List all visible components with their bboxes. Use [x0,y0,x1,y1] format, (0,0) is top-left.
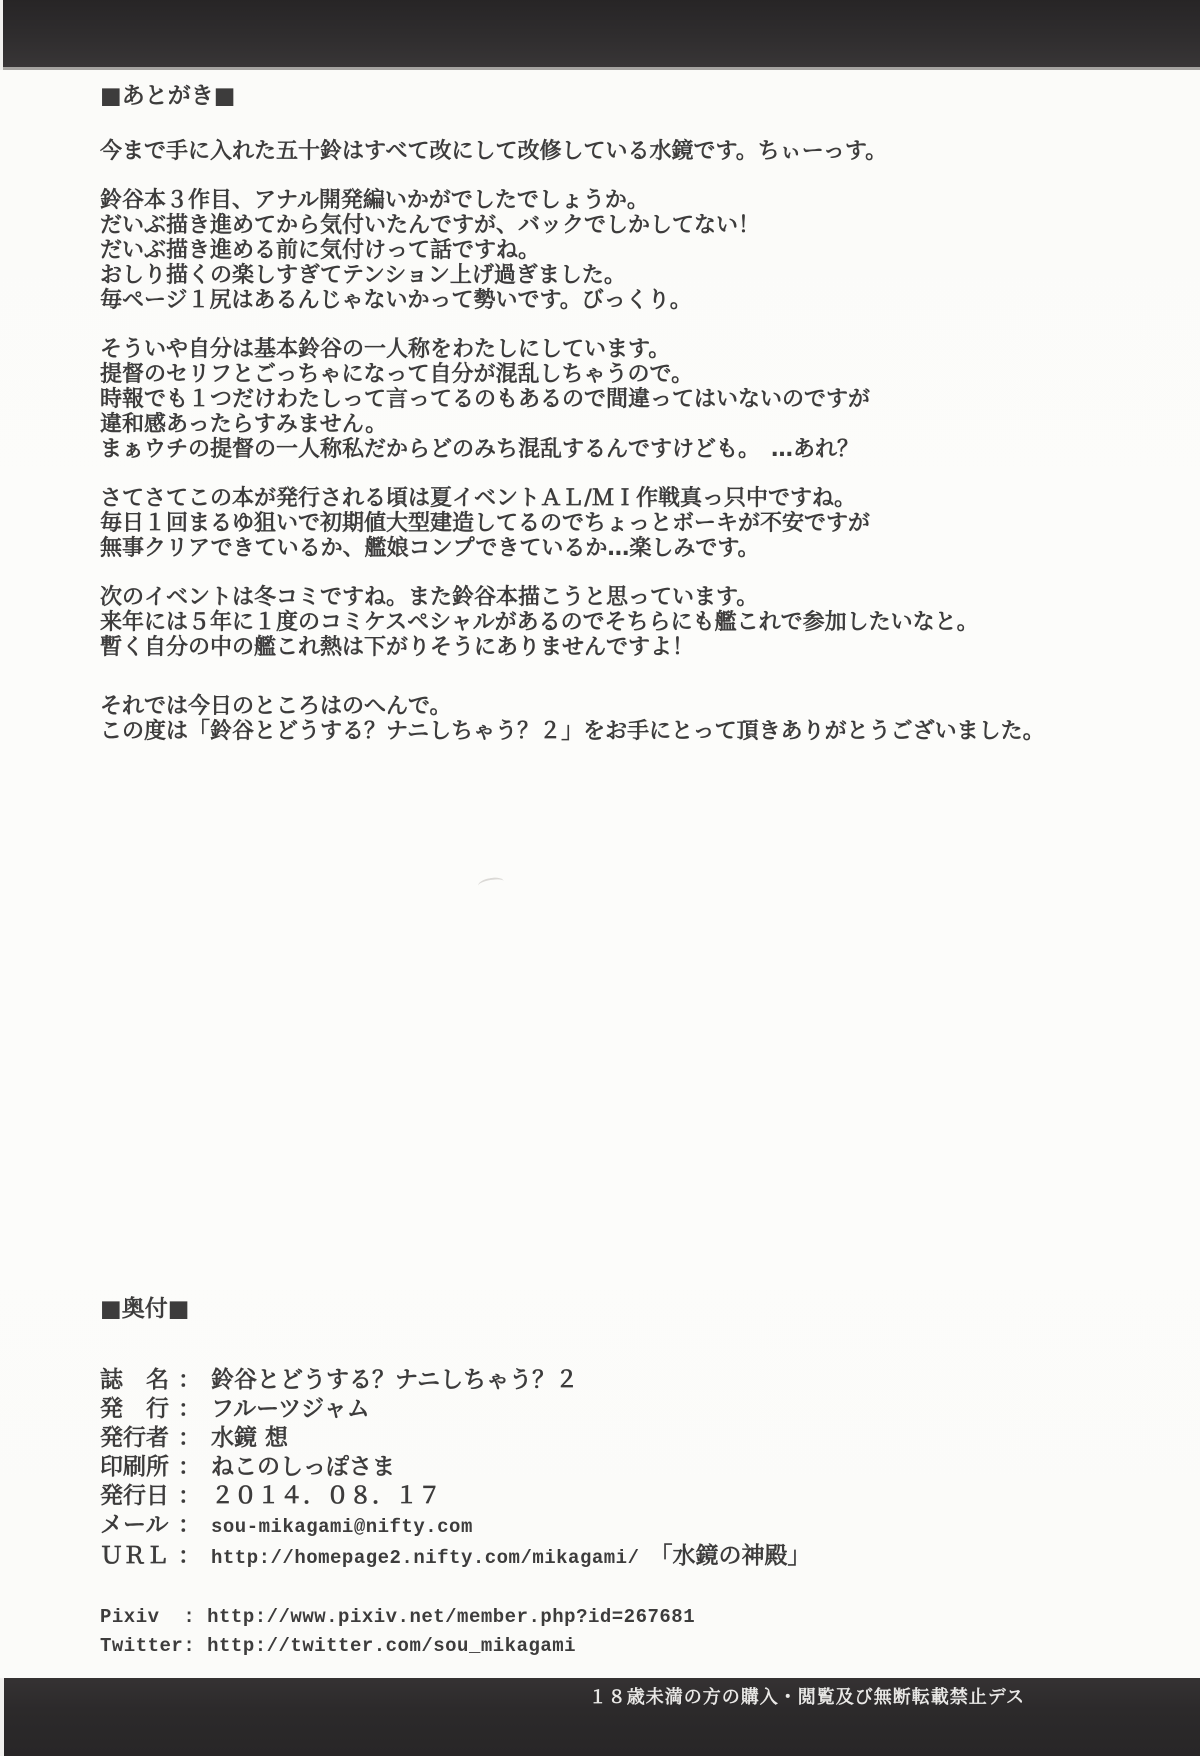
afterword-line: この度は「鈴谷とどうする？ナニしちゃう？２」をお手にとって頂きありがとうございました。 [100,719,1045,744]
afterword-line: 毎ページ１尻はあるんじゃないかって勢いです。びっくり。 [100,288,692,313]
pixiv-url-line: Pixiv : http://www.pixiv.net/member.php?id=267681 [100,1606,696,1628]
colophon-label: 誌 名 [100,1367,169,1393]
afterword-line: 毎日１回まるゆ狙いで初期値大型建造してるのでちょっとボーキが不安ですが [100,511,871,536]
afterword-line: 今まで手に入れた五十鈴はすべて改にして改修している水鏡です。ちぃーっす。 [100,139,888,164]
afterword-line: まぁウチの提督の一人称私だからどのみち混乱するんですけども。 …あれ？ [100,437,860,462]
colophon-colon: ： [178,1543,201,1569]
colophon-label: メール [100,1512,169,1538]
colophon-row-title [100,1366,810,1395]
afterword-line: 提督のセリフとごっちゃになって自分が混乱しちゃうので。 [100,362,694,387]
colophon-row-date [100,1482,810,1511]
scan-scratch-mark [477,876,505,891]
afterword-line: 時報でも１つだけわたしって言ってるのもあるので間違ってはいないのですが [100,387,871,412]
colophon-label: 発行日 [100,1483,169,1509]
colophon-value: フルーツジャム [211,1396,370,1422]
colophon-colon: ： [178,1483,201,1509]
afterword-heading: ■あとがき■ [100,83,236,109]
afterword-paragraph [100,585,1045,660]
homepage-url: http://homepage2.nifty.com/mikagami/ [211,1547,640,1569]
colophon-colon: ： [178,1367,201,1393]
colophon-row-printer [100,1453,810,1482]
colophon-colon: ： [178,1512,201,1538]
afterword-line: 来年には５年に１度のコミケスペシャルがあるのでそちらにも艦これで参加したいなと。 [100,610,979,635]
colophon-label: ＵＲＬ [100,1543,169,1569]
afterword-paragraph [100,188,1045,313]
afterword-line: 無事クリアできているか、艦娘コンプできているか…楽しみです。 [100,536,760,561]
afterword-paragraph [100,694,1045,744]
bottom-black-bar [0,1678,1200,1756]
afterword-line: おしり描くの楽しすぎてテンション上げ過ぎました。 [100,263,626,288]
colophon-row-url [100,1542,810,1573]
colophon-row-publisher-circle [100,1395,810,1424]
afterword-line: 次のイベントは冬コミですね。また鈴谷本描こうと思っています。 [100,585,759,610]
homepage-name: 「水鏡の神殿」 [649,1543,811,1569]
afterword-line: だいぶ描き進めてから気付いたんですが、バックでしかしてない！ [100,213,761,238]
colophon-heading: ■奥付■ [100,1296,190,1322]
afterword-paragraph [100,139,1045,164]
colophon-colon: ： [178,1425,201,1451]
colophon-value: ねこのしっぽさま [211,1454,395,1480]
colophon-colon: ： [178,1454,201,1480]
colophon-label: 発 行 [100,1396,169,1422]
scan-edge-sliver [0,0,3,70]
colophon-row-email [100,1511,810,1542]
afterword-paragraph [100,486,1045,561]
afterword-line: 違和感あったらすみません。 [100,412,388,437]
colophon-value: 鈴谷とどうする？ナニしちゃう？２ [211,1367,579,1393]
afterword-line: それでは今日のところはのへんで。 [100,694,452,719]
colophon-value: ２０１４．０８．１７ [211,1483,441,1509]
afterword-line: だいぶ描き進める前に気付けって話ですね。 [100,238,541,263]
afterword-section [100,84,1045,768]
age-restriction-disclaimer: １８歳未満の方の購入・閲覧及び無断転載禁止デス [588,1687,1025,1708]
colophon-label: 印刷所 [100,1454,169,1480]
afterword-paragraph [100,337,1045,462]
colophon-value: 水鏡 想 [211,1425,289,1451]
scan-edge-sliver [0,1678,4,1756]
afterword-line: 暫く自分の中の艦これ熱は下がりそうにありませんですよ！ [100,635,695,660]
sns-links-block [100,1603,810,1661]
twitter-url-line: Twitter: http://twitter.com/sou_mikagami [100,1635,577,1657]
colophon-colon: ： [178,1396,201,1422]
colophon-row-author [100,1424,810,1453]
afterword-line: 鈴谷本３作目、アナル開発編いかがでしたでしょうか。 [100,188,649,213]
colophon-label: 発行者 [100,1425,169,1451]
afterword-line: そういや自分は基本鈴谷の一人称をわたしにしています。 [100,337,671,362]
email-address: sou-mikagami@nifty.com [211,1516,473,1538]
colophon-section [100,1297,810,1661]
top-black-bar [0,0,1200,70]
afterword-line: さてさてこの本が発行される頃は夏イベントＡＬ/ＭＩ作戦真っ只中ですね。 [100,486,857,511]
